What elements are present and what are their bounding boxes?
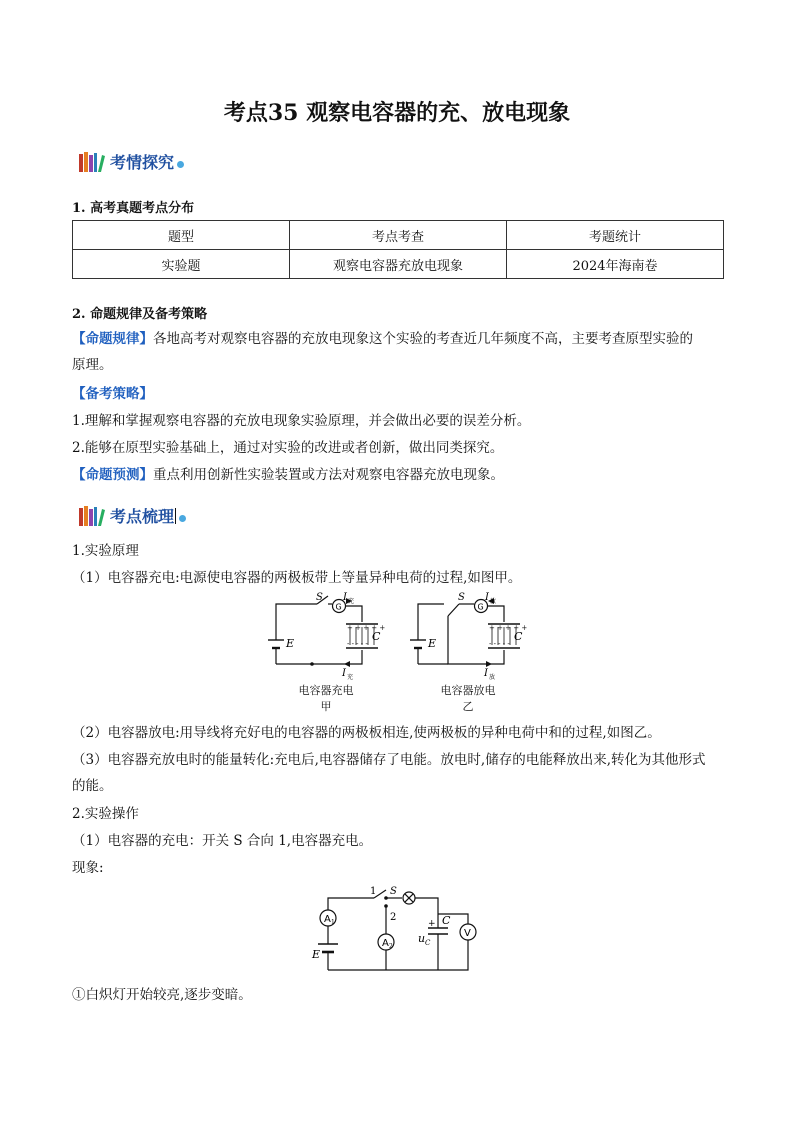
table-cell: 实验题 (73, 250, 290, 279)
strategy-label (72, 381, 724, 407)
ammeter-a1-label: A (324, 914, 331, 925)
bullet-dot-icon (179, 515, 186, 522)
section-title: 考情探究 (110, 153, 175, 172)
section-header-key-points (78, 504, 186, 527)
charging-caption: 电容器充电 (298, 684, 354, 697)
books-icon (78, 151, 106, 173)
current-sub: 放 (489, 674, 496, 681)
section-header-exam-analysis (78, 150, 184, 173)
svg-text:1: 1 (331, 919, 335, 926)
ammeter-a2-label: A (382, 938, 389, 949)
contact-2-label: 2 (390, 912, 397, 923)
emf-label: E (312, 948, 321, 961)
current-label: I (343, 592, 347, 603)
table-header-cell: 考点考查 (290, 221, 507, 250)
capacitor-label: C (514, 630, 523, 643)
principle-item-3-line1: （3）电容器充放电时的能量转化:充电后,电容器储存了电能。放电时,储存的电能释放出来,转化为其他形式 (72, 752, 706, 768)
operation-item-1: （1）电容器的充电：开关 S 合向 1,电容器充电。 (72, 833, 373, 849)
part1-heading: 1. 高考真题考点分布 (72, 201, 195, 216)
page-title: 考点35 观察电容器的充、放电现象 (223, 100, 571, 126)
voltage-label: u (418, 932, 426, 945)
strategy-item-1: 1.理解和掌握观察电容器的充放电现象实验原理，并会做出必要的误差分析。 (72, 413, 531, 429)
table-header-cell: 考题统计 (507, 221, 724, 250)
predict-label: 【命题预测】 (72, 467, 153, 483)
phenomenon-label: 现象: (72, 860, 104, 876)
bullet-dot-icon (177, 161, 184, 168)
capacitor-label: C (372, 630, 381, 643)
emf-label: E (286, 637, 295, 650)
current-label: I (342, 668, 346, 679)
contact-1-label: 1 (370, 886, 377, 897)
rule-text-cont: 原理。 (72, 357, 113, 373)
section-title: 考点梳理 (110, 507, 175, 526)
switch-label: S (316, 592, 323, 603)
principle-item-1: （1）电容器充电:电源使电容器的两极板带上等量异种电荷的过程,如图甲。 (72, 570, 522, 586)
current-sub: 放 (490, 598, 497, 605)
predict-paragraph (72, 462, 724, 488)
strategy-item-2: 2.能够在原型实验基础上，通过对实验的改进或者创新，做出同类探究。 (72, 440, 504, 456)
principle-heading: 1.实验原理 (72, 543, 139, 559)
galvanometer-label: G (477, 602, 484, 612)
predict-text: 重点利用创新性实验装置或方法对观察电容器充放电现象。 (153, 467, 504, 483)
table-row (73, 250, 724, 279)
observation-1: ①白炽灯开始较亮,逐步变暗。 (72, 987, 252, 1003)
principle-item-3-line2: 的能。 (72, 778, 113, 794)
capacitor-label: C (442, 914, 451, 927)
principle-item-2: （2）电容器放电:用导线将充好电的电容器的两极板相连,使两极板的异种电荷中和的过程,如图乙。 (72, 725, 661, 741)
voltage-sub: C (425, 939, 431, 947)
part2-heading: 2. 命题规律及备考策略 (72, 307, 208, 322)
rule-text: 各地高考对观察电容器的充放电现象这个实验的考查近几年频度不高，主要考查原型实验的 (153, 331, 693, 347)
svg-text:- - - - -: - - - - - (489, 640, 510, 648)
table-header-cell: 题型 (73, 221, 290, 250)
rule-label: 【命题规律】 (72, 331, 153, 347)
voltmeter-label: V (464, 928, 471, 939)
current-label: I (484, 668, 488, 679)
svg-text:2: 2 (389, 943, 393, 950)
table-cell: 观察电容器充放电现象 (290, 250, 507, 279)
discharging-sub: 乙 (462, 700, 474, 713)
charging-sub: 甲 (320, 700, 332, 713)
emf-label: E (428, 637, 437, 650)
svg-text:+ + + + +: + + + + + (489, 624, 528, 632)
table-header-row (73, 221, 724, 250)
svg-text:- - - - -: - - - - - (347, 640, 368, 648)
current-sub: 充 (347, 674, 354, 681)
operation-heading: 2.实验操作 (72, 806, 139, 822)
galvanometer-label: G (335, 602, 342, 612)
current-label: I (485, 592, 489, 603)
plus-label: + (428, 919, 436, 929)
books-icon (78, 505, 106, 527)
principle-item-3 (72, 747, 724, 799)
switch-label: S (390, 886, 397, 897)
switch-label: S (458, 592, 465, 603)
table-cell: 2024年海南卷 (507, 250, 724, 279)
rule-paragraph (72, 326, 724, 378)
current-sub: 充 (348, 598, 355, 605)
exam-distribution-table (72, 220, 724, 279)
experiment-circuit-diagram (304, 884, 494, 976)
strategy-label-text: 【备考策略】 (72, 386, 153, 402)
text-cursor (175, 508, 176, 524)
svg-text:+ + + + +: + + + + + (347, 624, 386, 632)
discharging-caption: 电容器放电 (440, 684, 496, 697)
